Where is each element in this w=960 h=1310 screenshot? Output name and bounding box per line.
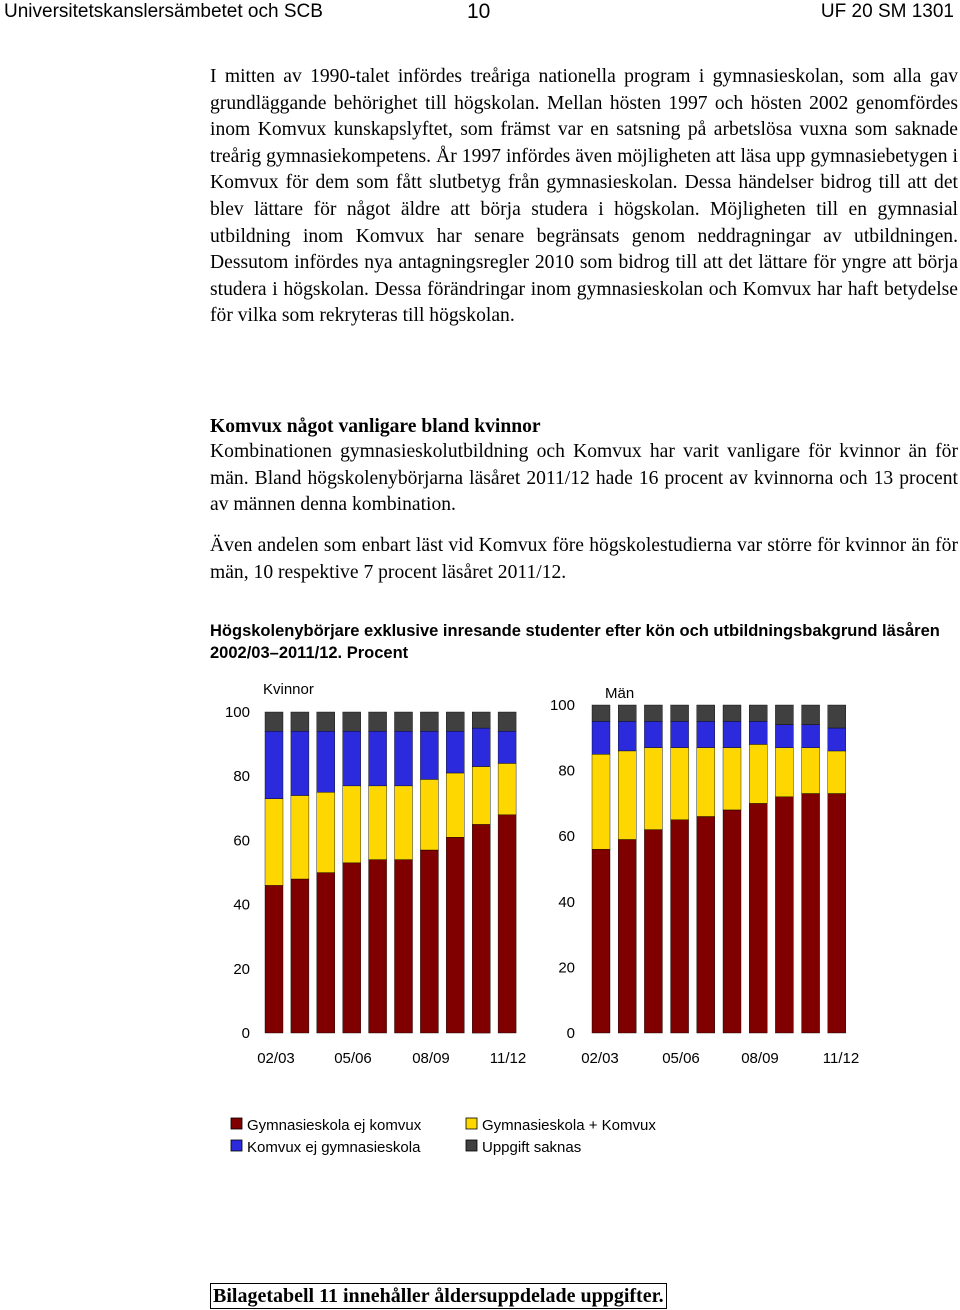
bar-segment: [749, 803, 767, 1033]
bar-segment: [723, 748, 741, 810]
bar-segment: [369, 712, 387, 731]
bar-segment: [343, 786, 361, 863]
bar-segment: [317, 712, 335, 731]
y-tick-label: 40: [233, 896, 250, 914]
bar-segment: [775, 748, 793, 797]
bar-segment: [446, 837, 464, 1033]
page-number: 10: [467, 0, 491, 23]
bar-segment: [618, 705, 636, 721]
section-heading: Komvux något vanligare bland kvinnor: [210, 416, 541, 437]
appendix-note: Bilagetabell 11 innehåller åldersuppdelade uppgifter.: [210, 1283, 667, 1309]
bar-segment: [369, 731, 387, 786]
bar-segment: [802, 725, 820, 748]
bar-segment: [472, 824, 490, 1033]
bar-segment: [395, 731, 413, 786]
bar-segment: [749, 721, 767, 744]
bar-segment: [592, 721, 610, 754]
bar-segment: [343, 731, 361, 786]
header-left: Universitetskanslersämbetet och SCB: [4, 1, 323, 22]
legend-label-uppgift-saknas: Uppgift saknas: [482, 1139, 582, 1156]
bar-segment: [592, 754, 610, 849]
y-tick-label: 20: [558, 959, 575, 977]
bar-segment: [265, 731, 283, 798]
bar-segment: [671, 721, 689, 747]
bar-segment: [395, 712, 413, 731]
y-tick-label: 0: [566, 1025, 575, 1042]
x-tick-label: 08/09: [412, 1050, 450, 1067]
bar-segment: [343, 712, 361, 731]
bar-segment: [472, 712, 490, 728]
y-tick-label: 0: [241, 1025, 250, 1042]
bar-segment: [775, 725, 793, 748]
bar-segment: [723, 705, 741, 721]
bar-segment: [723, 721, 741, 747]
figure-title: Högskolenybörjare exklusive inresande studenter efter kön och utbildningsbakgrund läsåren 2002/03–2011/12. Procent: [210, 622, 940, 662]
bar-segment: [343, 863, 361, 1033]
legend-swatch-komvux-ej-gymnasieskola: [231, 1140, 242, 1151]
bar-segment: [697, 721, 715, 747]
bar-segment: [498, 763, 516, 814]
bar-segment: [498, 731, 516, 763]
bar-segment: [291, 796, 309, 880]
bar-segment: [671, 705, 689, 721]
x-tick-label: 11/12: [822, 1050, 860, 1067]
panel-title-man: Män: [605, 685, 635, 702]
bar-segment: [446, 731, 464, 773]
bar-segment: [592, 705, 610, 721]
y-tick-label: 60: [233, 832, 250, 850]
y-tick-label: 20: [233, 960, 250, 978]
legend-swatch-uppgift-saknas: [466, 1140, 477, 1151]
paragraph-intro: I mitten av 1990-talet infördes treåriga nationella program i gymnasieskolan, som alla gav grundläggande behörighet till högskolan. Mellan hösten 1997 och hösten 2002 genomfördes inom Komvux kunskapslyftet, som främst var en satsning på arbetslösa vuxna som saknade treårig gymnasiekompetens. År 1997 infördes även möjligheten att läsa upp gymnasiebetygen i Komvux för dem som fått slutbetyg från gymnasieskolan. Dessa händelser bidrog till att det blev lättare för något äldre att börja studera i högskolan. Möjligheten till en gymnasial utbildning inom Komvux har senare begränsats genom neddragningar av utbildningen. Dessutom infördes nya antagningsregler 2010 som bidrog till att det lättare för yngre att börja studera i högskolan. Dessa förändringar inom gymnasieskolan och Komvux har haft betydelse för vilka som rekryteras till högskolan.: [210, 66, 958, 327]
bar-segment: [291, 879, 309, 1033]
bar-segment: [749, 744, 767, 803]
bar-segment: [265, 799, 283, 886]
bar-segment: [671, 748, 689, 820]
bar-segment: [369, 786, 387, 860]
chart-panel-man: [550, 685, 859, 1067]
paragraph-combination: Kombinationen gymnasieskolutbildning och Komvux har varit vanligare för kvinnor än för män. Bland högskolenybörjarna läsåret 2011/12 hade 16 procent av kvinnorna och 13 procent av männen denna kombination.: [210, 441, 958, 516]
bar-segment: [775, 797, 793, 1033]
y-tick-label: 80: [558, 762, 575, 780]
bar-segment: [395, 786, 413, 860]
x-tick-label: 08/09: [741, 1050, 779, 1067]
x-tick-label: 05/06: [334, 1050, 372, 1067]
bar-segment: [644, 705, 662, 721]
bar-segment: [446, 773, 464, 837]
bar-segment: [828, 794, 846, 1033]
y-tick-label: 100: [224, 704, 250, 721]
bar-segment: [472, 767, 490, 825]
bar-segment: [317, 731, 335, 792]
bar-segment: [697, 817, 715, 1034]
bar-segment: [618, 840, 636, 1034]
bar-segment: [420, 779, 438, 850]
bar-segment: [644, 721, 662, 747]
bar-segment: [446, 712, 464, 731]
bar-segment: [775, 705, 793, 725]
bar-segment: [265, 885, 283, 1033]
bar-segment: [291, 712, 309, 731]
x-tick-label: 11/12: [489, 1050, 527, 1067]
y-tick-label: 100: [549, 697, 575, 714]
bar-segment: [265, 712, 283, 731]
bar-segment: [644, 748, 662, 830]
bar-segment: [420, 731, 438, 779]
chart-panel-kvinnor: [225, 681, 526, 1067]
bar-segment: [498, 815, 516, 1033]
legend-label-gymnasieskola-ej-komvux: Gymnasieskola ej komvux: [247, 1117, 422, 1134]
panel-title-kvinnor: Kvinnor: [263, 681, 314, 698]
bar-segment: [317, 873, 335, 1034]
x-tick-label: 02/03: [581, 1050, 619, 1067]
y-tick-label: 60: [558, 828, 575, 846]
bar-segment: [828, 751, 846, 794]
bar-segment: [395, 860, 413, 1033]
y-tick-label: 40: [558, 893, 575, 911]
x-tick-label: 02/03: [257, 1050, 295, 1067]
x-tick-label: 05/06: [662, 1050, 700, 1067]
bar-segment: [317, 792, 335, 872]
legend-swatch-gymnasieskola-plus-komvux: [466, 1118, 477, 1129]
bar-segment: [723, 810, 741, 1033]
bar-segment: [802, 794, 820, 1033]
bar-segment: [472, 728, 490, 767]
bar-segment: [828, 705, 846, 728]
bar-segment: [498, 712, 516, 731]
bar-segment: [697, 705, 715, 721]
legend-label-komvux-ej-gymnasieskola: Komvux ej gymnasieskola: [247, 1139, 421, 1156]
bar-segment: [671, 820, 689, 1033]
bar-segment: [802, 748, 820, 794]
bar-segment: [618, 751, 636, 840]
header-right: UF 20 SM 1301: [820, 1, 954, 22]
bar-segment: [420, 712, 438, 731]
chart-legend: [231, 1117, 656, 1156]
bar-segment: [697, 748, 715, 817]
bar-segment: [618, 721, 636, 751]
bar-segment: [749, 705, 767, 721]
bar-segment: [420, 850, 438, 1033]
bar-segment: [802, 705, 820, 725]
bar-segment: [369, 860, 387, 1033]
legend-label-gymnasieskola-plus-komvux: Gymnasieskola + Komvux: [482, 1117, 656, 1134]
legend-swatch-gymnasieskola-ej-komvux: [231, 1118, 242, 1129]
paragraph-komvux-only: Även andelen som enbart läst vid Komvux före högskolestudierna var större för kvinnor än för män, 10 respektive 7 procent läsåret 2011/12.: [210, 535, 958, 583]
bar-segment: [592, 849, 610, 1033]
bar-segment: [644, 830, 662, 1033]
y-tick-label: 80: [233, 768, 250, 786]
bar-segment: [291, 731, 309, 795]
bar-segment: [828, 728, 846, 751]
